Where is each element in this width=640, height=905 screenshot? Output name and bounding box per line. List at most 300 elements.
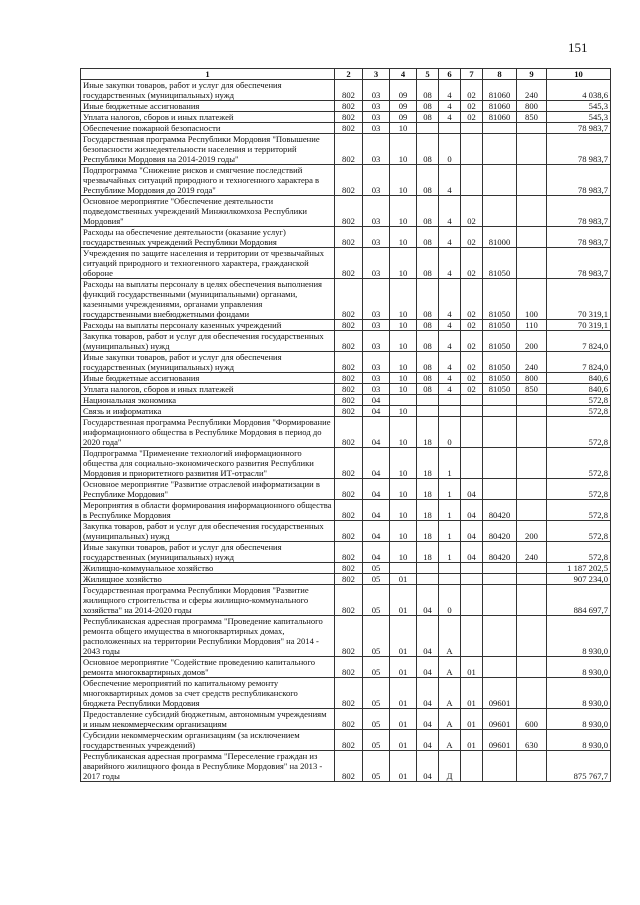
cell-code-subprogram: А	[439, 657, 461, 678]
cell-code-program: 08	[417, 80, 439, 101]
cell-code-subsection: 10	[390, 248, 417, 279]
cell-code-section: 03	[363, 80, 390, 101]
cell-code-program: 08	[417, 248, 439, 279]
cell-code-event: 02	[461, 384, 483, 395]
cell-code-section: 04	[363, 395, 390, 406]
cell-code-expense-type	[517, 417, 547, 448]
cell-code-section: 03	[363, 384, 390, 395]
table-row	[81, 521, 611, 542]
cell-code-ministry: 802	[335, 112, 363, 123]
cell-amount: 840,6	[547, 384, 611, 395]
cell-code-ministry: 802	[335, 406, 363, 417]
cell-code-subprogram: 1	[439, 479, 461, 500]
column-header-1: 1	[81, 69, 335, 80]
cell-code-ministry: 802	[335, 585, 363, 616]
cell-code-program: 18	[417, 521, 439, 542]
column-header-10: 10	[547, 69, 611, 80]
cell-code-subsection: 01	[390, 616, 417, 657]
cell-row-name: Обеспечение пожарной безопасности	[81, 123, 335, 134]
table-row	[81, 227, 611, 248]
cell-code-ministry: 802	[335, 563, 363, 574]
cell-code-program: 08	[417, 101, 439, 112]
cell-code-event: 02	[461, 352, 483, 373]
cell-row-name: Связь и информатика	[81, 406, 335, 417]
cell-code-program: 08	[417, 331, 439, 352]
cell-code-program: 04	[417, 709, 439, 730]
cell-code-direction	[483, 395, 517, 406]
cell-code-expense-type: 600	[517, 709, 547, 730]
cell-code-direction: 80420	[483, 500, 517, 521]
cell-code-program: 18	[417, 542, 439, 563]
cell-code-section: 03	[363, 196, 390, 227]
table-row	[81, 112, 611, 123]
cell-row-name: Расходы на выплаты персоналу в целях обеспечения выполнения функций государственными (муниципальными) органами, казенными учреждениями, органами управления государственными внебюджетными фондами	[81, 279, 335, 320]
cell-code-subsection: 10	[390, 165, 417, 196]
cell-code-direction	[483, 751, 517, 782]
cell-code-section: 03	[363, 248, 390, 279]
cell-code-direction	[483, 574, 517, 585]
cell-code-expense-type: 240	[517, 542, 547, 563]
table-row	[81, 123, 611, 134]
cell-code-program: 08	[417, 196, 439, 227]
table-row	[81, 80, 611, 101]
column-header-5: 5	[417, 69, 439, 80]
cell-code-section: 04	[363, 521, 390, 542]
cell-amount: 8 930,0	[547, 709, 611, 730]
table-row	[81, 248, 611, 279]
cell-code-expense-type: 240	[517, 352, 547, 373]
cell-code-event	[461, 585, 483, 616]
cell-code-subprogram: 4	[439, 279, 461, 320]
cell-code-ministry: 802	[335, 751, 363, 782]
cell-code-ministry: 802	[335, 616, 363, 657]
cell-code-direction: 81000	[483, 227, 517, 248]
cell-code-ministry: 802	[335, 279, 363, 320]
cell-code-section: 03	[363, 352, 390, 373]
cell-code-section: 05	[363, 709, 390, 730]
cell-code-subprogram: Д	[439, 751, 461, 782]
cell-code-expense-type	[517, 678, 547, 709]
cell-row-name: Жилищно-коммунальное хозяйство	[81, 563, 335, 574]
cell-code-section: 05	[363, 678, 390, 709]
table-row	[81, 730, 611, 751]
cell-amount: 572,8	[547, 417, 611, 448]
cell-code-program: 04	[417, 751, 439, 782]
cell-amount: 78 983,7	[547, 227, 611, 248]
cell-code-section: 03	[363, 123, 390, 134]
cell-amount: 572,8	[547, 521, 611, 542]
cell-row-name: Обеспечение мероприятий по капитальному ремонту многоквартирных домов за счет средств республиканского бюджета Республики Мордовия	[81, 678, 335, 709]
cell-code-expense-type	[517, 123, 547, 134]
table-row	[81, 574, 611, 585]
cell-code-ministry: 802	[335, 678, 363, 709]
table-row	[81, 134, 611, 165]
cell-code-ministry: 802	[335, 352, 363, 373]
cell-code-direction	[483, 165, 517, 196]
cell-code-program: 08	[417, 227, 439, 248]
cell-code-section: 04	[363, 417, 390, 448]
cell-code-expense-type	[517, 500, 547, 521]
cell-code-section: 03	[363, 320, 390, 331]
cell-row-name: Жилищное хозяйство	[81, 574, 335, 585]
cell-code-subprogram: 1	[439, 521, 461, 542]
cell-row-name: Учреждения по защите населения и территории от чрезвычайных ситуаций природного и техногенного характера, гражданской обороне	[81, 248, 335, 279]
cell-code-event: 01	[461, 678, 483, 709]
cell-code-section: 05	[363, 730, 390, 751]
cell-code-ministry: 802	[335, 331, 363, 352]
table-row	[81, 352, 611, 373]
cell-code-ministry: 802	[335, 373, 363, 384]
cell-code-section: 04	[363, 479, 390, 500]
cell-code-subsection: 01	[390, 709, 417, 730]
cell-code-subprogram: 4	[439, 320, 461, 331]
table-row	[81, 279, 611, 320]
cell-code-subsection: 10	[390, 500, 417, 521]
cell-code-subprogram: 4	[439, 331, 461, 352]
cell-code-expense-type	[517, 196, 547, 227]
cell-code-ministry: 802	[335, 196, 363, 227]
cell-code-event	[461, 134, 483, 165]
cell-code-subprogram: 4	[439, 227, 461, 248]
cell-code-program: 04	[417, 616, 439, 657]
cell-code-event	[461, 395, 483, 406]
cell-code-direction	[483, 657, 517, 678]
table-row	[81, 373, 611, 384]
cell-row-name: Предоставление субсидий бюджетным, автономным учреждениям и иным некоммерческим организациям	[81, 709, 335, 730]
cell-code-event: 04	[461, 542, 483, 563]
cell-code-program: 08	[417, 165, 439, 196]
cell-code-expense-type: 240	[517, 80, 547, 101]
cell-row-name: Уплата налогов, сборов и иных платежей	[81, 384, 335, 395]
cell-code-expense-type	[517, 134, 547, 165]
table-row	[81, 331, 611, 352]
cell-code-direction	[483, 448, 517, 479]
cell-amount: 78 983,7	[547, 134, 611, 165]
cell-code-subprogram: 4	[439, 196, 461, 227]
cell-code-subprogram: 0	[439, 417, 461, 448]
cell-code-direction	[483, 134, 517, 165]
cell-code-subprogram: 0	[439, 134, 461, 165]
cell-code-ministry: 802	[335, 248, 363, 279]
cell-code-section: 03	[363, 112, 390, 123]
cell-code-subprogram: 1	[439, 500, 461, 521]
cell-code-direction: 81050	[483, 373, 517, 384]
cell-code-expense-type	[517, 563, 547, 574]
cell-code-expense-type	[517, 616, 547, 657]
cell-code-event: 02	[461, 373, 483, 384]
cell-code-section: 03	[363, 134, 390, 165]
cell-code-program: 18	[417, 479, 439, 500]
cell-code-direction: 81050	[483, 279, 517, 320]
cell-code-section: 04	[363, 406, 390, 417]
cell-code-section: 03	[363, 227, 390, 248]
cell-amount: 545,3	[547, 112, 611, 123]
table-row	[81, 165, 611, 196]
cell-code-program: 18	[417, 500, 439, 521]
cell-code-event: 02	[461, 80, 483, 101]
cell-row-name: Иные закупки товаров, работ и услуг для обеспечения государственных (муниципальных) нужд	[81, 80, 335, 101]
cell-amount: 572,8	[547, 395, 611, 406]
cell-amount: 572,8	[547, 406, 611, 417]
table-row	[81, 395, 611, 406]
cell-code-ministry: 802	[335, 574, 363, 585]
cell-row-name: Иные закупки товаров, работ и услуг для обеспечения государственных (муниципальных) нужд	[81, 352, 335, 373]
cell-row-name: Подпрограмма "Снижение рисков и смягчение последствий чрезвычайных ситуаций природного и техногенного характера в Республике Мордовия до 2019 года"	[81, 165, 335, 196]
cell-code-section: 03	[363, 279, 390, 320]
cell-code-subprogram: 4	[439, 373, 461, 384]
cell-code-event	[461, 165, 483, 196]
cell-row-name: Закупка товаров, работ и услуг для обеспечения государственных (муниципальных) нужд	[81, 521, 335, 542]
cell-code-ministry: 802	[335, 542, 363, 563]
cell-code-subprogram: 4	[439, 165, 461, 196]
cell-code-expense-type: 850	[517, 384, 547, 395]
cell-code-direction: 81060	[483, 112, 517, 123]
cell-row-name: Республиканская адресная программа "Переселение граждан из аварийного жилищного фонда в Республике Мордовия" на 2013 - 2017 годы	[81, 751, 335, 782]
cell-code-ministry: 802	[335, 657, 363, 678]
cell-code-expense-type	[517, 585, 547, 616]
cell-code-direction: 81050	[483, 352, 517, 373]
cell-code-subprogram: 4	[439, 112, 461, 123]
cell-amount: 70 319,1	[547, 279, 611, 320]
table-row	[81, 448, 611, 479]
cell-code-subprogram: А	[439, 616, 461, 657]
cell-code-program: 08	[417, 112, 439, 123]
cell-code-expense-type	[517, 395, 547, 406]
cell-code-expense-type	[517, 165, 547, 196]
table-row	[81, 678, 611, 709]
cell-code-section: 05	[363, 751, 390, 782]
cell-code-event: 04	[461, 500, 483, 521]
cell-code-subprogram: А	[439, 730, 461, 751]
cell-code-event: 01	[461, 657, 483, 678]
cell-code-subprogram: 4	[439, 352, 461, 373]
table-row	[81, 320, 611, 331]
cell-code-subsection: 10	[390, 123, 417, 134]
cell-code-expense-type: 110	[517, 320, 547, 331]
cell-code-ministry: 802	[335, 384, 363, 395]
cell-code-subsection: 10	[390, 331, 417, 352]
cell-code-section: 03	[363, 331, 390, 352]
cell-amount: 7 824,0	[547, 352, 611, 373]
cell-row-name: Иные закупки товаров, работ и услуг для обеспечения государственных (муниципальных) нужд	[81, 542, 335, 563]
cell-code-program: 18	[417, 448, 439, 479]
page-number: 151	[568, 40, 588, 55]
cell-code-direction: 09601	[483, 678, 517, 709]
cell-code-ministry: 802	[335, 521, 363, 542]
cell-code-subsection: 09	[390, 80, 417, 101]
cell-code-program: 08	[417, 320, 439, 331]
cell-code-expense-type	[517, 657, 547, 678]
cell-code-direction: 09601	[483, 730, 517, 751]
cell-code-subsection: 10	[390, 479, 417, 500]
cell-code-event	[461, 616, 483, 657]
cell-amount: 8 930,0	[547, 657, 611, 678]
cell-code-subprogram: 1	[439, 542, 461, 563]
table-row	[81, 417, 611, 448]
cell-code-subprogram: 4	[439, 80, 461, 101]
table-row	[81, 196, 611, 227]
cell-code-expense-type: 100	[517, 279, 547, 320]
table-row	[81, 101, 611, 112]
cell-code-section: 05	[363, 585, 390, 616]
cell-code-program: 08	[417, 384, 439, 395]
column-header-2: 2	[335, 69, 363, 80]
cell-code-subsection: 01	[390, 657, 417, 678]
cell-code-program	[417, 574, 439, 585]
cell-code-event	[461, 563, 483, 574]
cell-code-ministry: 802	[335, 123, 363, 134]
cell-code-program: 04	[417, 730, 439, 751]
cell-code-section: 04	[363, 500, 390, 521]
cell-amount: 545,3	[547, 101, 611, 112]
cell-code-subprogram	[439, 406, 461, 417]
cell-code-subsection: 10	[390, 384, 417, 395]
cell-code-event	[461, 574, 483, 585]
cell-code-expense-type: 200	[517, 521, 547, 542]
cell-code-program	[417, 123, 439, 134]
cell-code-subsection: 09	[390, 112, 417, 123]
column-header-8: 8	[483, 69, 517, 80]
cell-code-subprogram: 4	[439, 384, 461, 395]
cell-code-subprogram: А	[439, 709, 461, 730]
cell-code-direction	[483, 585, 517, 616]
cell-amount: 7 824,0	[547, 331, 611, 352]
cell-row-name: Субсидии некоммерческим организациям (за исключением государственных учреждений)	[81, 730, 335, 751]
table-row	[81, 585, 611, 616]
cell-code-direction	[483, 406, 517, 417]
cell-code-ministry: 802	[335, 448, 363, 479]
cell-code-program	[417, 395, 439, 406]
column-header-7: 7	[461, 69, 483, 80]
cell-amount: 78 983,7	[547, 196, 611, 227]
cell-code-program: 08	[417, 134, 439, 165]
cell-code-event	[461, 406, 483, 417]
cell-code-subsection: 10	[390, 196, 417, 227]
cell-code-ministry: 802	[335, 165, 363, 196]
cell-code-event	[461, 123, 483, 134]
cell-code-ministry: 802	[335, 80, 363, 101]
cell-code-expense-type	[517, 248, 547, 279]
cell-code-subsection: 10	[390, 279, 417, 320]
cell-code-event: 01	[461, 730, 483, 751]
cell-code-ministry: 802	[335, 500, 363, 521]
cell-code-direction	[483, 417, 517, 448]
cell-code-direction: 81050	[483, 331, 517, 352]
cell-code-section: 05	[363, 657, 390, 678]
cell-row-name: Государственная программа Республики Мордовия "Повышение безопасности жизнедеятельности населения и территорий Республики Мордовия на 2014-2019 годы"	[81, 134, 335, 165]
table-row	[81, 709, 611, 730]
cell-code-event: 02	[461, 331, 483, 352]
cell-code-subprogram: 0	[439, 585, 461, 616]
cell-code-expense-type: 850	[517, 112, 547, 123]
cell-amount: 4 038,6	[547, 80, 611, 101]
budget-table	[80, 68, 611, 782]
cell-code-event	[461, 417, 483, 448]
cell-code-direction: 80420	[483, 521, 517, 542]
cell-code-direction: 81050	[483, 248, 517, 279]
cell-amount: 840,6	[547, 373, 611, 384]
cell-code-ministry: 802	[335, 101, 363, 112]
cell-code-subsection: 09	[390, 101, 417, 112]
cell-row-name: Национальная экономика	[81, 395, 335, 406]
cell-row-name: Иные бюджетные ассигнования	[81, 101, 335, 112]
cell-code-subsection: 10	[390, 542, 417, 563]
cell-row-name: Расходы на обеспечение деятельности (оказание услуг) государственных учреждений Республики Мордовия	[81, 227, 335, 248]
cell-code-event: 02	[461, 248, 483, 279]
cell-code-program: 04	[417, 657, 439, 678]
cell-row-name: Основное мероприятие "Содействие проведению капитального ремонта многоквартирных домов"	[81, 657, 335, 678]
table-row	[81, 384, 611, 395]
cell-code-expense-type	[517, 479, 547, 500]
cell-code-ministry: 802	[335, 417, 363, 448]
cell-code-direction: 81050	[483, 384, 517, 395]
table-row	[81, 542, 611, 563]
cell-code-direction	[483, 123, 517, 134]
cell-code-subprogram: А	[439, 678, 461, 709]
cell-code-direction: 81060	[483, 101, 517, 112]
cell-amount: 572,8	[547, 479, 611, 500]
cell-code-subprogram	[439, 574, 461, 585]
cell-amount: 572,8	[547, 500, 611, 521]
cell-code-ministry: 802	[335, 479, 363, 500]
cell-code-ministry: 802	[335, 709, 363, 730]
cell-amount: 8 930,0	[547, 678, 611, 709]
table-row	[81, 657, 611, 678]
column-header-6: 6	[439, 69, 461, 80]
cell-code-subsection: 10	[390, 373, 417, 384]
cell-code-event: 02	[461, 101, 483, 112]
cell-code-section: 03	[363, 101, 390, 112]
cell-row-name: Расходы на выплаты персоналу казенных учреждений	[81, 320, 335, 331]
cell-code-event	[461, 448, 483, 479]
cell-row-name: Подпрограмма "Применение технологий информационного общества для социально-экономического развития Республики Мордовия и приоритетного развития ИТ-отрасли"	[81, 448, 335, 479]
cell-code-event: 02	[461, 112, 483, 123]
column-header-4: 4	[390, 69, 417, 80]
cell-code-subsection	[390, 395, 417, 406]
cell-code-subsection: 10	[390, 352, 417, 373]
cell-code-expense-type	[517, 574, 547, 585]
cell-code-expense-type	[517, 751, 547, 782]
cell-code-direction: 81060	[483, 80, 517, 101]
cell-code-program: 08	[417, 373, 439, 384]
cell-amount: 8 930,0	[547, 616, 611, 657]
cell-code-subsection: 10	[390, 448, 417, 479]
cell-code-expense-type: 800	[517, 101, 547, 112]
cell-code-ministry: 802	[335, 134, 363, 165]
cell-row-name: Закупка товаров, работ и услуг для обеспечения государственных (муниципальных) нужд	[81, 331, 335, 352]
cell-code-event: 01	[461, 709, 483, 730]
cell-code-subsection: 10	[390, 227, 417, 248]
table-body	[81, 80, 611, 782]
cell-code-program	[417, 563, 439, 574]
cell-code-direction	[483, 479, 517, 500]
cell-code-section: 05	[363, 574, 390, 585]
cell-code-section: 03	[363, 165, 390, 196]
cell-amount: 78 983,7	[547, 165, 611, 196]
cell-code-subsection: 10	[390, 406, 417, 417]
cell-code-program: 08	[417, 279, 439, 320]
cell-code-subsection: 01	[390, 730, 417, 751]
cell-amount: 8 930,0	[547, 730, 611, 751]
cell-code-ministry: 802	[335, 395, 363, 406]
cell-amount: 70 319,1	[547, 320, 611, 331]
cell-code-section: 03	[363, 373, 390, 384]
cell-code-direction	[483, 616, 517, 657]
cell-amount: 78 983,7	[547, 248, 611, 279]
column-header-9: 9	[517, 69, 547, 80]
cell-code-subsection: 10	[390, 417, 417, 448]
cell-code-ministry: 802	[335, 320, 363, 331]
